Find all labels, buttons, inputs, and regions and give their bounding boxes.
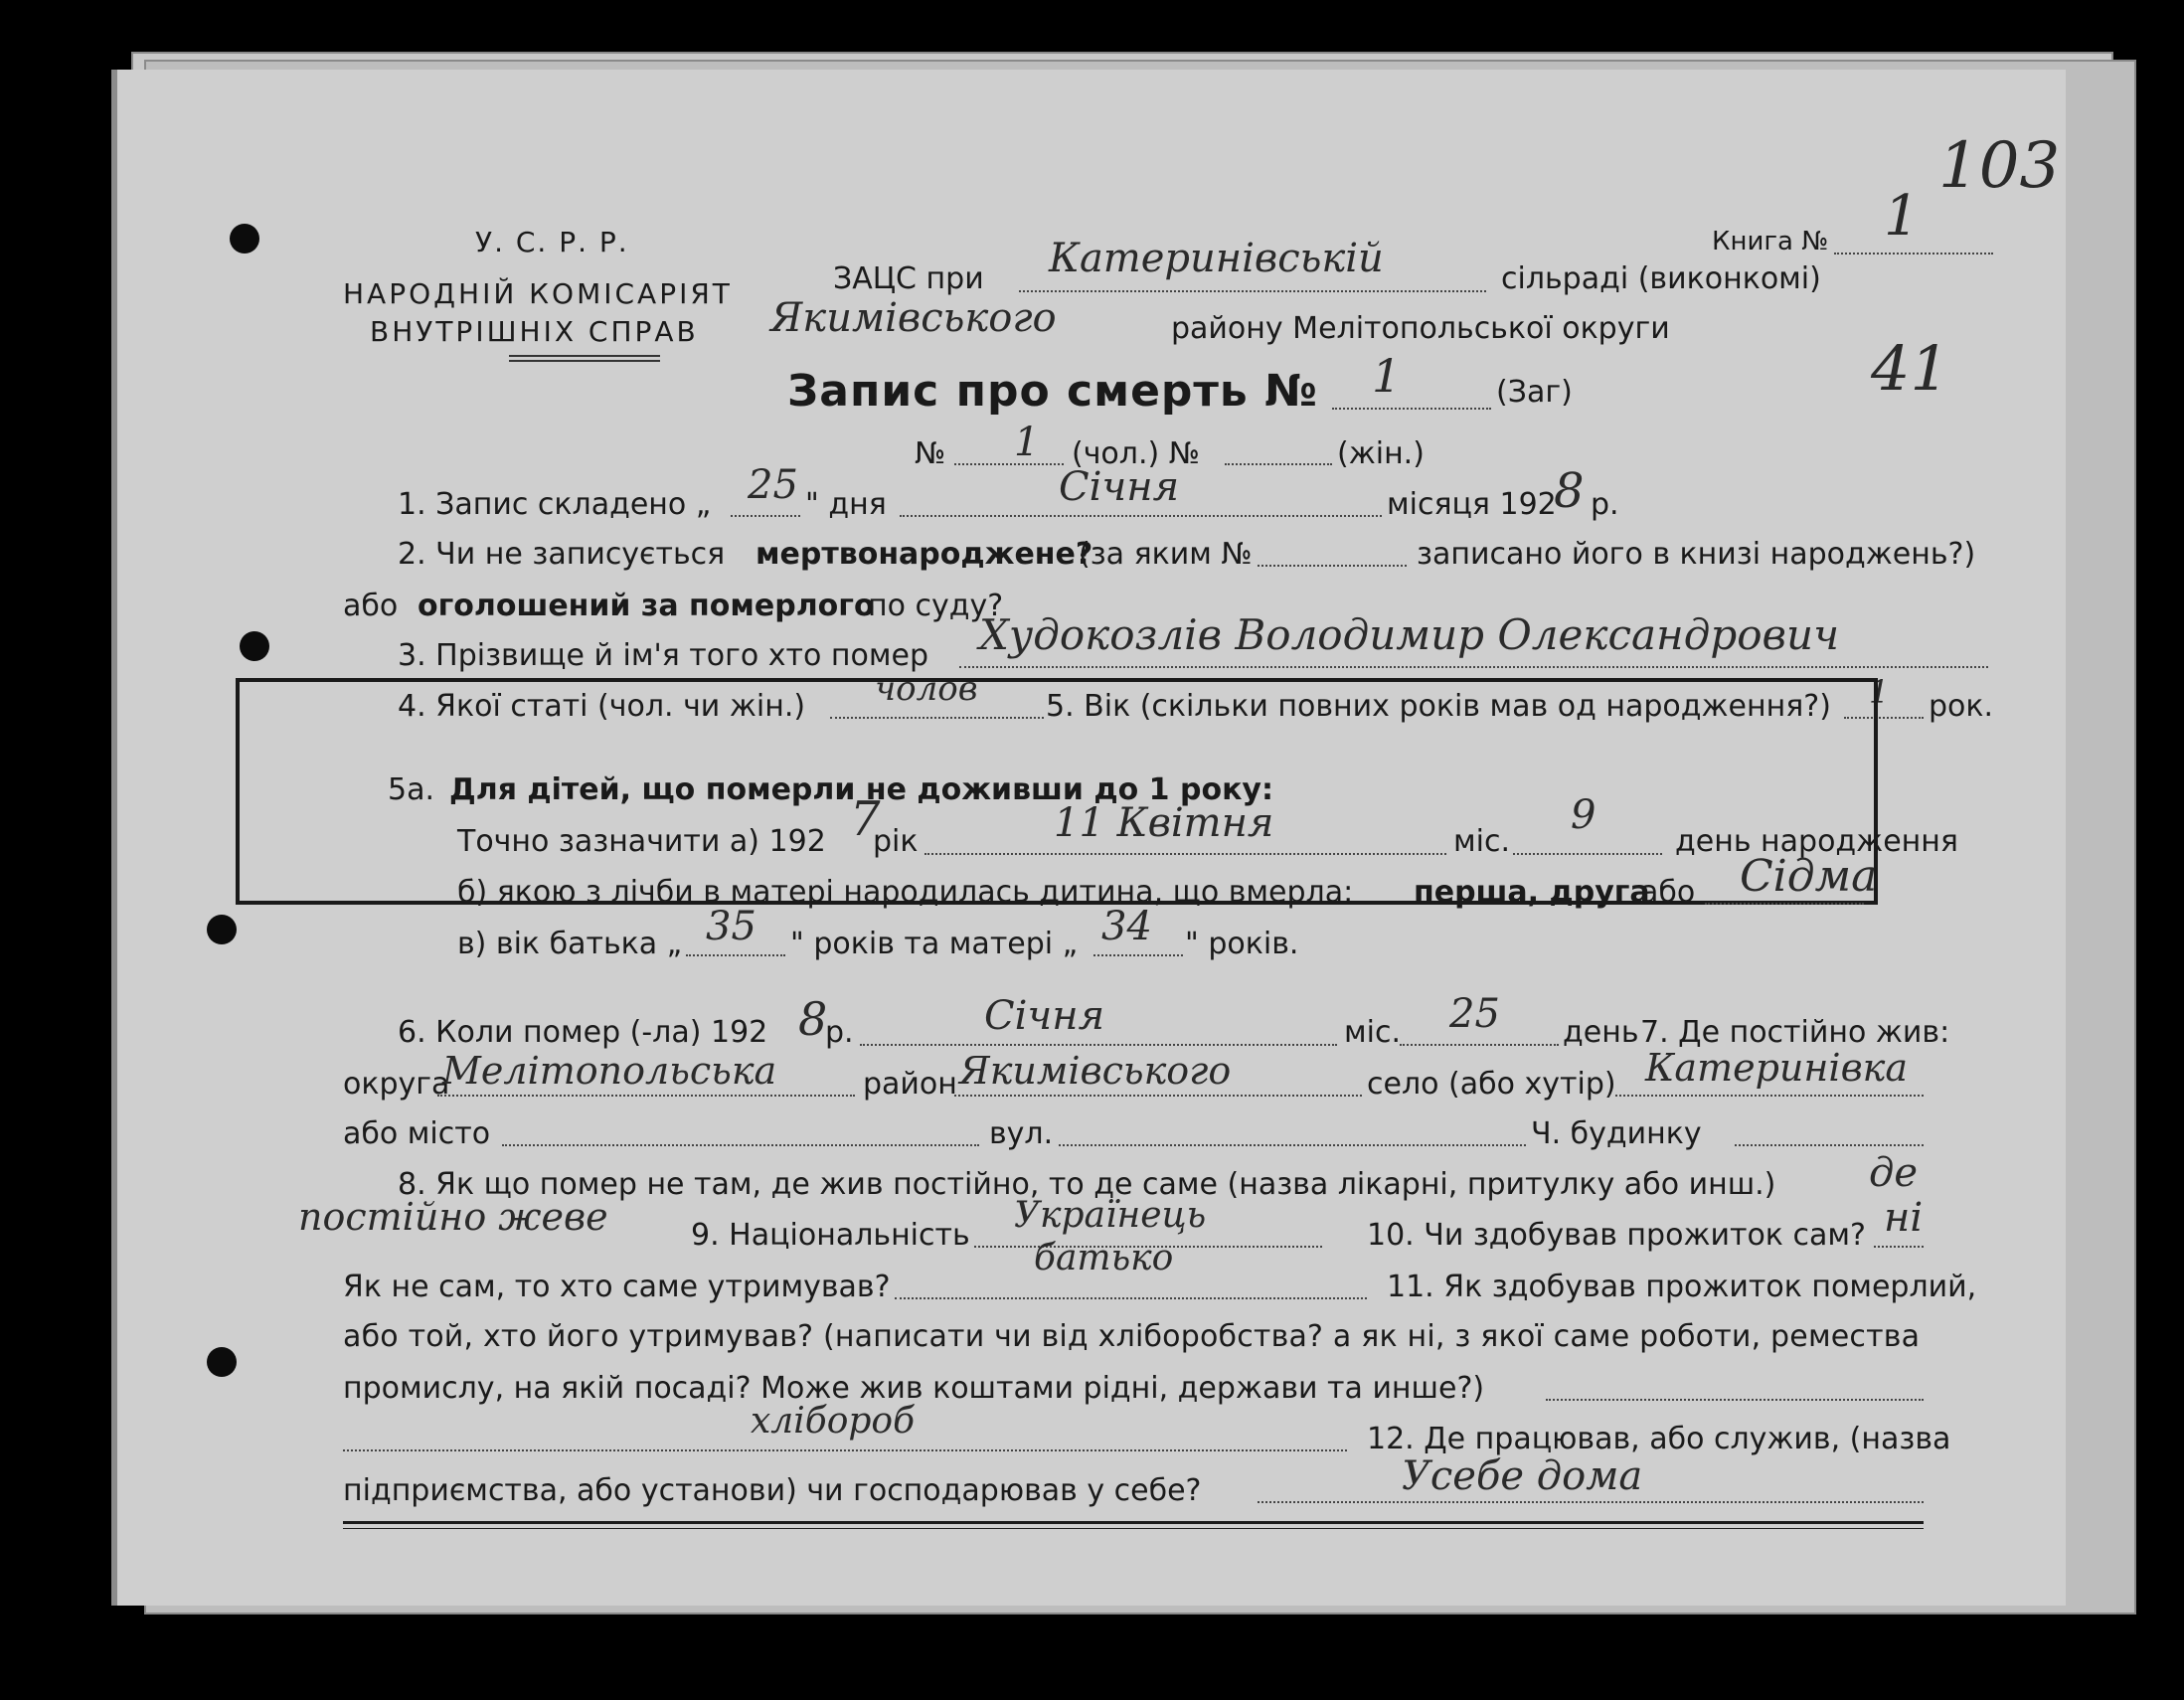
- ministry-underline: [509, 355, 660, 357]
- field11b-label: або той, хто його утримував? (написати чи від хліборобства? а як ні, з якої саме роботи, ремества: [343, 1319, 1921, 1354]
- punch-hole: [207, 1347, 237, 1377]
- field6-day: день: [1563, 1015, 1639, 1050]
- hw-corner-number: 103: [1938, 129, 2061, 203]
- birth-day-line: [1513, 853, 1662, 855]
- hw-record-year: 8: [1554, 463, 1585, 519]
- field7-label: 7. Де постійно жив:: [1640, 1015, 1950, 1050]
- book-line: [1834, 253, 1993, 255]
- field2-rest: записано його в книзі народжень?): [1417, 537, 1976, 572]
- hw-death-month: Січня: [984, 993, 1105, 1039]
- bottom-rule-thin: [343, 1528, 1924, 1529]
- hw-selo: Катеринівка: [1645, 1046, 1909, 1090]
- field5a-number: 5а.: [388, 772, 435, 807]
- okruga-line: [437, 1095, 855, 1097]
- hw-birth-month: 11 Квітня: [1054, 800, 1274, 846]
- street-label: вул.: [989, 1116, 1054, 1151]
- birth-order-line: [1705, 903, 1864, 905]
- field2-bold: мертвонароджене?: [756, 537, 1093, 572]
- field2-line2-a: або: [343, 589, 399, 623]
- hw-sex: чолов: [875, 669, 978, 709]
- mother-age-line: [1093, 954, 1183, 956]
- field5a-b-or: або: [1640, 875, 1696, 910]
- punch-hole: [240, 631, 269, 661]
- male-no-label: №: [915, 436, 946, 471]
- house-line: [1735, 1144, 1924, 1146]
- ussr-label: У. С. Р. Р.: [475, 226, 629, 258]
- hw-self-support: ні: [1884, 1195, 1924, 1241]
- punch-hole: [207, 915, 237, 944]
- hw-age: 1: [1869, 673, 1890, 711]
- street-line: [1059, 1144, 1526, 1146]
- district-suffix: району Мелітопольської округи: [1171, 311, 1670, 346]
- field2-line: [1258, 565, 1407, 567]
- field11c-label: промислу, на якій посаді? Може жив коштами рідні, держави та инше?): [343, 1371, 1485, 1406]
- hw-side-number: 41: [1871, 332, 1949, 405]
- selo-label: село (або хутір): [1367, 1067, 1616, 1102]
- hw-mother-age: 34: [1101, 904, 1152, 949]
- field10-label: 10. Чи здобував прожиток сам?: [1367, 1218, 1866, 1253]
- hw-death-year: 8: [798, 992, 828, 1046]
- hw-supporter: батько: [1034, 1238, 1174, 1278]
- field1-month: місяця 192: [1387, 487, 1557, 522]
- book-label: Книга №: [1712, 227, 1829, 256]
- field2-line2-b: по суду?: [868, 589, 1004, 623]
- field9-label: 9. Національність: [691, 1218, 970, 1253]
- field6-month: міс.: [1344, 1015, 1401, 1050]
- house-label: Ч. будинку: [1531, 1116, 1702, 1151]
- death-day-line: [1400, 1044, 1559, 1046]
- hw-death-day: 25: [1449, 991, 1500, 1037]
- zags-prefix: ЗАЦС при: [833, 261, 984, 296]
- field10b-line: [895, 1297, 1367, 1299]
- hw-village: Катеринівській: [1049, 236, 1384, 281]
- field5-suffix: рок.: [1929, 689, 1994, 724]
- field12b-label: підприємства, або установи) чи господарював у себе?: [343, 1473, 1202, 1508]
- field2-line2-bold: оголошений за померлого: [418, 589, 875, 623]
- field12-label: 12. Де працював, або служив, (назва: [1367, 1422, 1951, 1456]
- father-age-line: [686, 954, 785, 956]
- death-month-line: [860, 1044, 1337, 1046]
- hw-nationality: Українець: [1014, 1195, 1207, 1236]
- field5a-a-label: Точно зазначити а) 192: [457, 824, 826, 859]
- okruga-label: округа: [343, 1067, 450, 1102]
- bottom-rule: [343, 1521, 1924, 1524]
- hw-workplace: Усебе дома: [1402, 1453, 1643, 1499]
- field8-label: 8. Як що помер не там, де жив постійно, то де саме (назва лікарні, притулку або инш.): [398, 1167, 1776, 1202]
- hw-occupation: хлібороб: [751, 1401, 916, 1442]
- field5a-c-label: в) вік батька „: [457, 927, 683, 961]
- hw-place-a: де: [1869, 1150, 1919, 1196]
- female-no-line: [1225, 463, 1332, 465]
- ministry-line2: ВНУТРІШНІХ СПРАВ: [370, 315, 699, 348]
- field5a-a-month: міс.: [1453, 824, 1510, 859]
- field4-label: 4. Якої статі (чол. чи жін.): [398, 689, 806, 724]
- field1-day: " дня: [805, 487, 887, 522]
- hw-birth-year: 7: [850, 791, 881, 847]
- male-no-line: [954, 463, 1064, 465]
- hw-book: 1: [1884, 184, 1920, 249]
- title-number-line: [1332, 408, 1491, 410]
- ministry-underline: [509, 360, 660, 362]
- field3-line: [959, 666, 1988, 668]
- hw-record-month: Січня: [1059, 464, 1180, 510]
- female-suffix: (жін.): [1337, 436, 1425, 471]
- hw-male-number: 1: [1014, 420, 1040, 465]
- field1-year-suffix: р.: [1591, 487, 1619, 522]
- hw-rayon: Якимівського: [959, 1049, 1232, 1093]
- hw-place-b: постійно жеве: [298, 1195, 608, 1239]
- field2-number: (за яким №: [1079, 537, 1253, 572]
- hw-birth-order: Сідма: [1740, 851, 1878, 902]
- rayon-line: [954, 1095, 1362, 1097]
- field5a-b-label: б) якою з лічби в матері народилась дитина, що вмерла:: [457, 875, 1354, 910]
- hw-deceased-name: Худокозлів Володимир Олександрович: [979, 610, 1840, 659]
- selo-line: [1615, 1095, 1924, 1097]
- hw-record-day: 25: [748, 462, 798, 508]
- field3-label: 3. Прізвище й ім'я того хто помер: [398, 638, 929, 673]
- field5a-c-end: " років.: [1185, 927, 1299, 961]
- misto-line: [502, 1144, 979, 1146]
- ministry-line1: НАРОДНІЙ КОМІСАРІЯТ: [343, 277, 733, 310]
- male-suffix: (чол.) №: [1072, 436, 1200, 471]
- field5a-title: Для дітей, що померли не доживши до 1 року:: [449, 772, 1273, 807]
- field5a-a-day: день народження: [1675, 824, 1958, 859]
- field2-label: 2. Чи не записується: [398, 537, 726, 572]
- punch-hole: [230, 224, 259, 254]
- record-day-line: [731, 515, 800, 517]
- field11c-line: [1546, 1399, 1924, 1401]
- hw-okruga: Мелітопольська: [442, 1049, 777, 1093]
- field5a-c-mid: " років та матері „: [790, 927, 1079, 961]
- field10-line: [1874, 1246, 1924, 1248]
- field5a-b-bold: перша, друга: [1414, 875, 1650, 910]
- field10b-label: Як не сам, то хто саме утримував?: [343, 1270, 891, 1304]
- field11-label: 11. Як здобував прожиток померлий,: [1387, 1270, 1977, 1304]
- field5-label: 5. Вік (скільки повних років мав од народження?): [1046, 689, 1831, 724]
- rayon-label: район: [863, 1067, 957, 1102]
- field5a-a-year: рік: [873, 824, 919, 859]
- title-suffix: (Заг): [1496, 375, 1573, 410]
- hw-title-number: 1: [1372, 349, 1402, 403]
- field6-year-suffix: р.: [825, 1015, 854, 1050]
- zags-suffix: сільраді (виконкомі): [1501, 261, 1821, 296]
- page-title: Запис про смерть №: [787, 366, 1318, 417]
- field11d-line: [343, 1449, 1347, 1451]
- village-line: [1019, 290, 1486, 292]
- hw-district: Якимівського: [770, 295, 1057, 341]
- birth-month-line: [924, 853, 1446, 855]
- field6-label: 6. Коли помер (-ла) 192: [398, 1015, 768, 1050]
- field12-line: [1258, 1501, 1924, 1503]
- hw-birth-day: 9: [1571, 792, 1596, 838]
- record-month-line: [900, 515, 1382, 517]
- field1-label: 1. Запис складено „: [398, 487, 712, 522]
- misto-label: або місто: [343, 1116, 491, 1151]
- hw-father-age: 35: [706, 904, 756, 949]
